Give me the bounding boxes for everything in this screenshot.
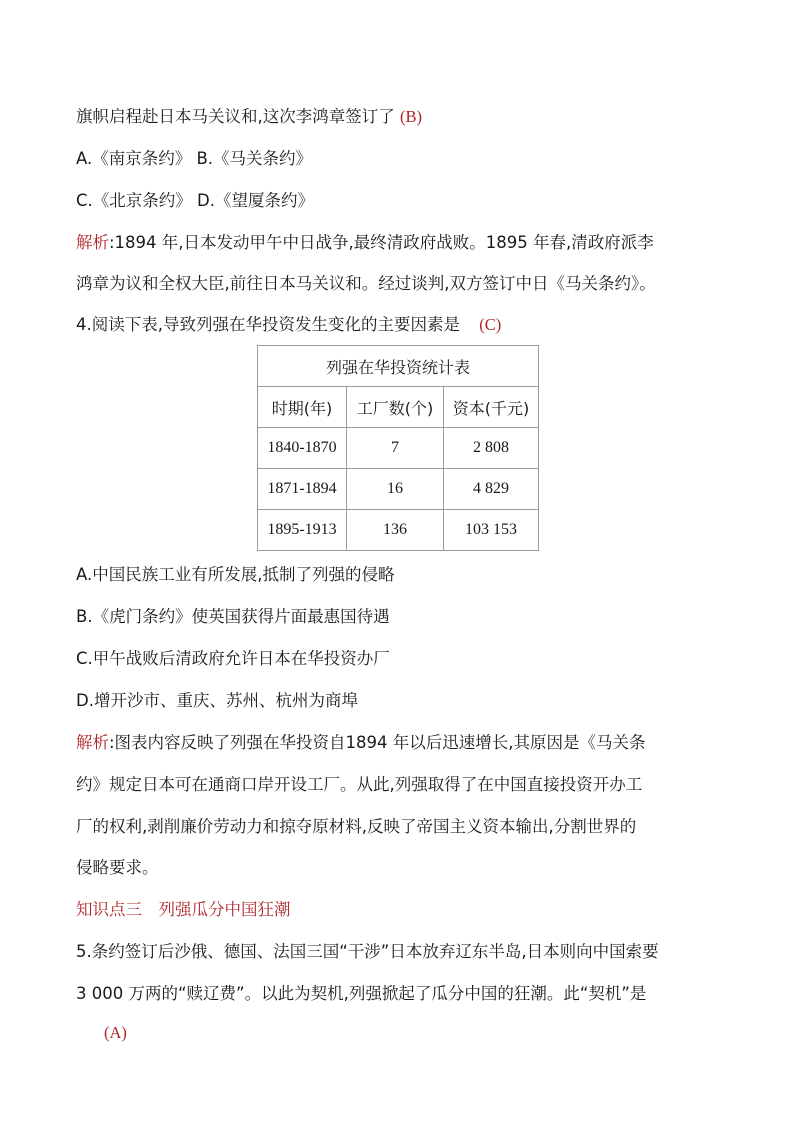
q4-analysis-label: 解析	[76, 733, 109, 752]
q5-line1: 5.条约签订后沙俄、德国、法国三国“干涉”日本放弃辽东半岛,日本则向中国索要	[76, 942, 659, 961]
table-cell-factories: 136	[347, 510, 444, 551]
q4-option-a: A.中国民族工业有所发展,抵制了列强的侵略	[76, 565, 395, 584]
q4-stem	[76, 313, 501, 337]
table-cell-capital: 2 808	[444, 428, 539, 469]
q4-stem-text: 4.阅读下表,导致列强在华投资发生变化的主要因素是	[76, 315, 460, 334]
q3-analysis-line1	[76, 231, 654, 255]
table-row	[258, 428, 539, 469]
table-cell-factories: 16	[347, 469, 444, 510]
q3-analysis-label: 解析	[76, 233, 109, 252]
table-row	[258, 469, 539, 510]
q4-analysis-line1	[76, 731, 646, 755]
q3-stem	[76, 105, 422, 129]
table-cell-factories: 7	[347, 428, 444, 469]
q3-analysis-line2: 鸿章为议和全权大臣,前往日本马关议和。经过谈判,双方签订中日《马关条约》。	[76, 274, 656, 293]
table-header-capital: 资本(千元)	[444, 387, 539, 428]
q5-answer: (A)	[104, 1023, 127, 1042]
q3-options-row2: C.《北京条约》 D.《望厦条约》	[76, 191, 314, 210]
q4-analysis-line2: 约》规定日本可在通商口岸开设工厂。从此,列强取得了在中国直接投资开办工	[76, 775, 643, 794]
q3-answer: (B)	[400, 107, 422, 126]
table-cell-period: 1895-1913	[258, 510, 347, 551]
investment-table	[257, 345, 539, 551]
table-cell-period: 1871-1894	[258, 469, 347, 510]
section-title: 知识点三 列强瓜分中国狂潮	[76, 900, 291, 919]
table-header-factories: 工厂数(个)	[347, 387, 444, 428]
table-cell-period: 1840-1870	[258, 428, 347, 469]
table-header-period: 时期(年)	[258, 387, 347, 428]
q4-answer: (C)	[479, 315, 502, 334]
table-header-row	[258, 387, 539, 428]
q3-analysis-text1: :1894 年,日本发动甲午中日战争,最终清政府战败。1895 年春,清政府派李	[109, 233, 654, 252]
q4-option-b: B.《虎门条约》使英国获得片面最惠国待遇	[76, 607, 390, 626]
q4-analysis-line3: 厂的权利,剥削廉价劳动力和掠夺原材料,反映了帝国主义资本输出,分割世界的	[76, 817, 637, 836]
q4-analysis-text1: :图表内容反映了列强在华投资自1894 年以后迅速增长,其原因是《马关条	[109, 733, 646, 752]
q5-line2: 3 000 万两的“赎辽费”。以此为契机,列强掀起了瓜分中国的狂潮。此“契机”是	[76, 984, 647, 1003]
table-cell-capital: 4 829	[444, 469, 539, 510]
q3-options-row1: A.《南京条约》 B.《马关条约》	[76, 149, 313, 168]
table-caption: 列强在华投资统计表	[258, 346, 539, 387]
q4-option-d: D.增开沙市、重庆、苏州、杭州为商埠	[76, 691, 358, 710]
table-row	[258, 510, 539, 551]
q4-analysis-line4: 侵略要求。	[76, 858, 159, 877]
q4-option-c: C.甲午战败后清政府允许日本在华投资办厂	[76, 649, 390, 668]
table-cell-capital: 103 153	[444, 510, 539, 551]
q3-stem-text: 旗帜启程赴日本马关议和,这次李鸿章签订了	[76, 107, 395, 126]
